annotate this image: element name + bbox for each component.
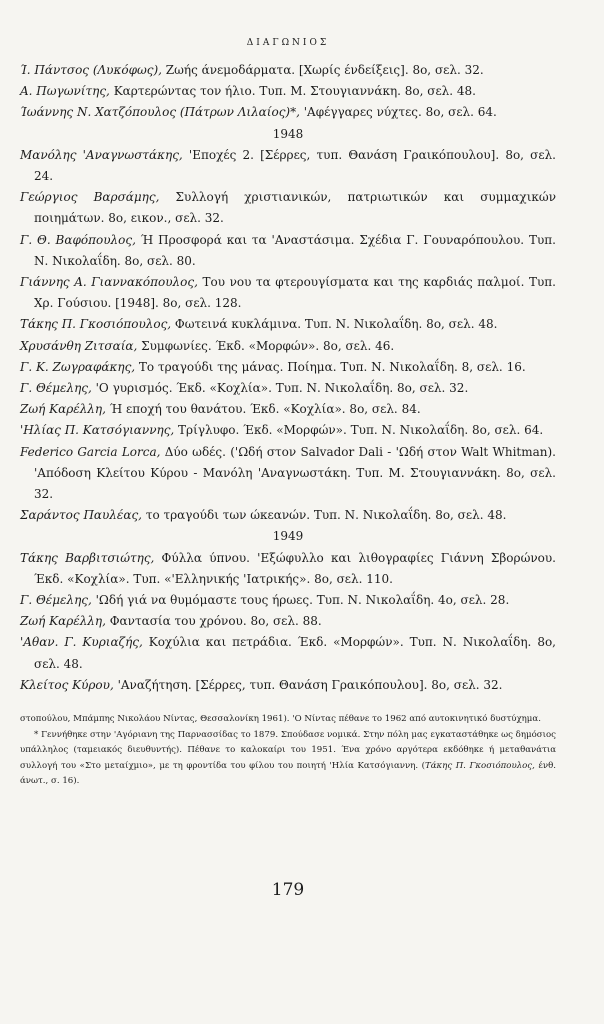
entry-author: Ζωή Καρέλλη, (20, 614, 106, 629)
footnote-citation-rest: ένθ. άνωτ., σ. 16). (20, 760, 556, 787)
entry-author: 'Ηλίας Π. Κατσόγιαννης, (20, 423, 175, 438)
entry-author: Γ. Κ. Ζωγραφάκης, (20, 359, 136, 374)
bibliography-entry (20, 272, 556, 314)
bibliography-entry (20, 230, 556, 272)
footnote-text: * Γεννήθηκε στην 'Αγόριανη της Παρνασσίδας το 1879. Σπούδασε νομικά. Στην πόλη μας εγκαταστάθηκε ως δημόσιος υπάλληλος (ταμειακός διευθυντής). Πέθανε το καλοκαίρι του 1951. Ένα χρόνο αργότερα εκδόθηκε ή μεταθανάτια συλλογή του «Στο μεταίχμιο», με τη φροντίδα του φίλου του ποιητή 'Ηλία Κατσόγιαννη. (20, 729, 556, 771)
entry-author: Ίωάννης Ν. Χατζόπουλος (Πάτρων Λιλαίος)*, (20, 105, 300, 120)
bibliography-entry (20, 81, 556, 102)
bibliography-entry (20, 548, 556, 590)
entry-details: Τρίγλυφο. Έκδ. «Μορφών». Τυπ. Ν. Νικολαΐδη. 8o, σελ. 64. (174, 423, 544, 438)
bibliography-entry (20, 632, 556, 674)
bibliography-entry (20, 611, 556, 632)
entry-author: Ζωή Καρέλλη, (20, 402, 106, 417)
footnote-asterisk: * Γεννήθηκε στην 'Αγόριανη της Παρνασσίδας το 1879. Σπούδασε νομικά. Στην πόλη μας εγκαταστάθηκε ως δημόσιος υπάλληλος (ταμειακός διευθυντής). Πέθανε το καλοκαίρι του 1951. Ένα χρόνο αργότερα εκδόθηκε ή μεταθανάτια συλλογή του «Στο μεταίχμιο», με τη φροντίδα του φίλου του ποιητή 'Ηλία Κατσόγιαννη. (Τάκης Π. Γκοσιόπουλος, ένθ. άνωτ., σ. 16). (20, 729, 556, 787)
entry-details: Του νου τα φτερουγίσματα και της καρδιάς παλμοί. Τυπ. Χρ. Γούσιου. [1948]. 8o, σελ. 128. (34, 275, 556, 311)
bibliography-entry (20, 145, 556, 187)
entry-author: Γεώργιος Βαρσάμης, (20, 190, 160, 205)
entry-author: Ί. Πάντσος (Λυκόφως), (20, 63, 162, 77)
entry-author: Κλείτος Κύρου, (20, 677, 114, 692)
entry-details: το τραγούδι των ώκεανών. Τυπ. Ν. Νικολαΐδη. 8o, σελ. 48. (142, 508, 507, 523)
footnote-continuation: στοπούλου, Μπάμπης Νικολάου Νίντας, Θεσσαλονίκη 1961). 'Ο Νίντας πέθανε το 1962 από αυτοκινητικό δυστύχημα. (20, 714, 541, 725)
bibliography-entry (20, 442, 556, 506)
entry-author: Federico Garcia Lorca, (20, 444, 161, 459)
entry-details: Συλλογή χριστιανικών, πατριωτικών και συμμαχικών ποιημάτων. 8o, εικον., σελ. 32. (34, 190, 556, 226)
entry-details: Καρτερώντας τον ήλιο. Τυπ. Μ. Στουγιαννάκη. 8o, σελ. 48. (109, 84, 476, 99)
bibliography-entry (20, 187, 556, 229)
entry-details: Φύλλα ύπνου. 'Εξώφυλλο και λιθογραφίες Γιάννη Σβορώνου. Έκδ. «Κοχλία». Τυπ. «'Ελληνικής 'Ιατρικής». 8o, σελ. 110. (34, 550, 556, 586)
entry-details: Το τραγούδι της μάνας. Ποίημα. Τυπ. Ν. Νικολαΐδη. 8, σελ. 16. (135, 359, 526, 374)
entry-details: Ζωής άνεμοδάρματα. [Χωρίς ένδείξεις]. 8o, σελ. 32. (161, 63, 484, 77)
entry-details: Φωτεινά κυκλάμινα. Τυπ. Ν. Νικολαΐδη. 8o, σελ. 48. (171, 317, 498, 332)
bibliography-entry (20, 378, 556, 399)
footnotes (20, 712, 556, 790)
entry-details: Κοχύλια και πετράδια. Έκδ. «Μορφών». Τυπ. Ν. Νικολαΐδη. 8o, σελ. 48. (34, 635, 556, 671)
entry-details: 'Αναζήτηση. [Σέρρες, τυπ. Θανάση Γραικόπουλου]. 8o, σελ. 32. (113, 677, 503, 692)
bibliography-entry (20, 336, 556, 357)
entry-author: Γιάννης Α. Γιαννακόπουλος, (20, 275, 198, 290)
year-heading: 1948 (272, 126, 304, 141)
year-heading: 1949 (272, 529, 304, 544)
running-head: ΔΙΑΓΩΝΙΟΣ (246, 38, 330, 48)
page-body (20, 38, 557, 900)
entry-details: Ή Προσφορά και τα 'Αναστάσιμα. Σχέδια Γ. Γουναρόπουλου. Τυπ. Ν. Νικολαΐδη. 8o, σελ. 80. (34, 232, 557, 268)
entry-author: Τάκης Βαρβιτσιώτης, (20, 550, 155, 565)
entry-details: 'Ωδή γιά να θυμόμαστε τους ήρωες. Τυπ. Ν. Νικολαΐδη. 4o, σελ. 28. (91, 593, 510, 608)
entry-details: Ή εποχή του θανάτου. Έκδ. «Κοχλία». 8o, σελ. 84. (105, 402, 421, 417)
page-number: 179 (271, 880, 305, 900)
entry-author: Γ. Θ. Βαφόπουλος, (20, 232, 136, 247)
entry-details: Συμφωνίες. Έκδ. «Μορφών». 8o, σελ. 46. (137, 338, 395, 353)
entry-details: 'Αφέγγαρες νύχτες. 8o, σελ. 64. (299, 105, 497, 120)
entry-author: Χρυσάνθη Ζιτσαία, (20, 338, 138, 353)
entry-author: 'Αθαν. Γ. Κυριαζής, (20, 635, 143, 650)
entry-author: Τάκης Π. Γκοσιόπουλος, (20, 317, 172, 332)
entry-author: Σαράντος Παυλέας, (20, 508, 142, 523)
entry-author: Α. Πωγωνίτης, (20, 84, 110, 99)
entry-author: Μανόλης 'Αναγνωστάκης, (20, 147, 183, 162)
bibliography-entry (20, 675, 556, 696)
entry-details: Δύο ωδές. ('Ωδή στον Salvador Dali - 'Ωδή στον Walt Whitman). 'Απόδοση Κλείτου Κύρου - Μανόλη 'Αναγνωστάκη. Τυπ. Μ. Στουγιαννάκη. 8o, σελ. 32. (34, 444, 556, 502)
entry-details: 'Ο γυρισμός. Έκδ. «Κοχλία». Τυπ. Ν. Νικολαΐδη. 8o, σελ. 32. (91, 381, 469, 396)
bibliography-entry (20, 590, 556, 611)
entry-details: 'Εποχές 2. [Σέρρες, τυπ. Θανάση Γραικόπουλου]. 8o, σελ. 24. (34, 147, 556, 184)
bibliography-entry (20, 505, 556, 526)
bibliography-entry (20, 399, 556, 420)
footnote-citation-author: Τάκης Π. Γκοσιόπουλος, (425, 760, 535, 771)
entry-author: Γ. Θέμελης, (20, 593, 92, 608)
bibliography-entry (20, 314, 556, 335)
bibliography-entry (20, 60, 556, 81)
entry-details: Φαντασία του χρόνου. 8o, σελ. 88. (105, 614, 322, 629)
bibliography-entry (20, 102, 556, 123)
bibliography-entry (20, 420, 556, 441)
bibliography-list (20, 60, 556, 696)
bibliography-entry (20, 357, 556, 378)
entry-author: Γ. Θέμελης, (20, 381, 92, 396)
